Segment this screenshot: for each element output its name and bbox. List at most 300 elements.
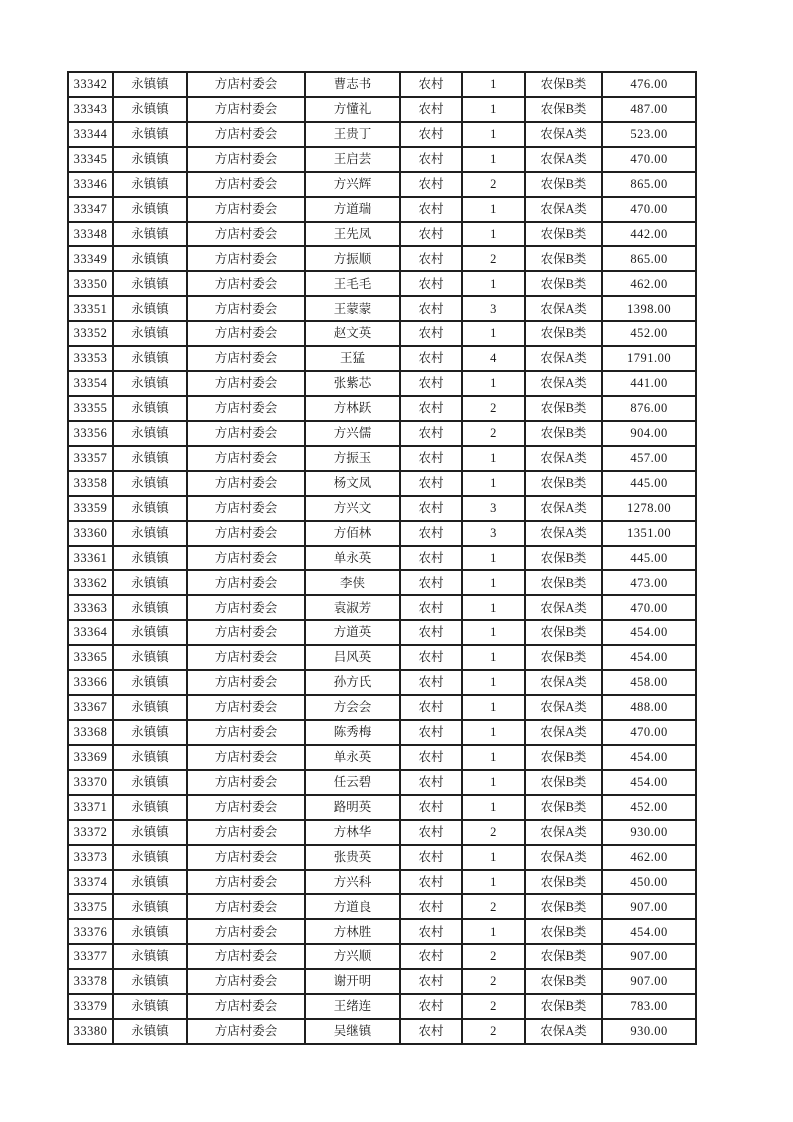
table-row — [68, 122, 696, 147]
cell-amount: 488.00 — [602, 695, 696, 720]
cell-serial: 33352 — [68, 321, 113, 346]
table-row — [68, 670, 696, 695]
cell-amount: 457.00 — [602, 446, 696, 471]
cell-serial: 33365 — [68, 645, 113, 670]
cell-village: 方店村委会 — [187, 271, 305, 296]
cell-town: 永镇镇 — [113, 870, 187, 895]
cell-serial: 33342 — [68, 72, 113, 97]
cell-amount: 523.00 — [602, 122, 696, 147]
cell-amount: 476.00 — [602, 72, 696, 97]
cell-household-type: 农村 — [400, 346, 462, 371]
cell-person-count: 2 — [462, 820, 525, 845]
table-row — [68, 820, 696, 845]
table-row — [68, 246, 696, 271]
cell-person-count: 1 — [462, 720, 525, 745]
cell-town: 永镇镇 — [113, 894, 187, 919]
cell-serial: 33354 — [68, 371, 113, 396]
cell-town: 永镇镇 — [113, 720, 187, 745]
cell-serial: 33343 — [68, 97, 113, 122]
cell-name: 方林华 — [305, 820, 400, 845]
cell-amount: 470.00 — [602, 147, 696, 172]
cell-name: 方林跃 — [305, 396, 400, 421]
cell-serial: 33362 — [68, 570, 113, 595]
cell-name: 王蒙蒙 — [305, 296, 400, 321]
cell-amount: 441.00 — [602, 371, 696, 396]
cell-serial: 33359 — [68, 496, 113, 521]
cell-insurance-type: 农保B类 — [525, 894, 602, 919]
cell-person-count: 1 — [462, 321, 525, 346]
cell-amount: 450.00 — [602, 870, 696, 895]
cell-name: 路明英 — [305, 795, 400, 820]
cell-amount: 454.00 — [602, 919, 696, 944]
cell-household-type: 农村 — [400, 296, 462, 321]
pension-roster-table — [67, 71, 697, 1045]
cell-name: 王贵丁 — [305, 122, 400, 147]
cell-name: 方道瑞 — [305, 197, 400, 222]
cell-household-type: 农村 — [400, 870, 462, 895]
cell-person-count: 2 — [462, 421, 525, 446]
cell-serial: 33361 — [68, 546, 113, 571]
cell-village: 方店村委会 — [187, 97, 305, 122]
cell-village: 方店村委会 — [187, 371, 305, 396]
cell-insurance-type: 农保B类 — [525, 795, 602, 820]
cell-amount: 1791.00 — [602, 346, 696, 371]
cell-person-count: 1 — [462, 147, 525, 172]
cell-amount: 454.00 — [602, 745, 696, 770]
cell-name: 方会会 — [305, 695, 400, 720]
cell-household-type: 农村 — [400, 919, 462, 944]
cell-insurance-type: 农保A类 — [525, 496, 602, 521]
cell-insurance-type: 农保A类 — [525, 446, 602, 471]
cell-insurance-type: 农保A类 — [525, 521, 602, 546]
cell-amount: 442.00 — [602, 222, 696, 247]
table-row — [68, 720, 696, 745]
cell-serial: 33346 — [68, 172, 113, 197]
cell-town: 永镇镇 — [113, 620, 187, 645]
table-row — [68, 770, 696, 795]
cell-amount: 876.00 — [602, 396, 696, 421]
cell-village: 方店村委会 — [187, 396, 305, 421]
table-row — [68, 695, 696, 720]
cell-serial: 33375 — [68, 894, 113, 919]
cell-serial: 33372 — [68, 820, 113, 845]
cell-person-count: 2 — [462, 894, 525, 919]
cell-name: 吕风英 — [305, 645, 400, 670]
cell-insurance-type: 农保A类 — [525, 695, 602, 720]
cell-person-count: 2 — [462, 246, 525, 271]
cell-serial: 33360 — [68, 521, 113, 546]
cell-amount: 462.00 — [602, 845, 696, 870]
cell-name: 李侠 — [305, 570, 400, 595]
cell-person-count: 1 — [462, 570, 525, 595]
cell-village: 方店村委会 — [187, 147, 305, 172]
cell-insurance-type: 农保A类 — [525, 371, 602, 396]
cell-person-count: 2 — [462, 172, 525, 197]
cell-insurance-type: 农保B类 — [525, 396, 602, 421]
cell-village: 方店村委会 — [187, 172, 305, 197]
cell-household-type: 农村 — [400, 496, 462, 521]
cell-serial: 33355 — [68, 396, 113, 421]
table-row — [68, 745, 696, 770]
cell-serial: 33374 — [68, 870, 113, 895]
cell-serial: 33350 — [68, 271, 113, 296]
cell-name: 方懂礼 — [305, 97, 400, 122]
cell-town: 永镇镇 — [113, 147, 187, 172]
table-row — [68, 396, 696, 421]
table-row — [68, 1019, 696, 1044]
cell-person-count: 1 — [462, 595, 525, 620]
cell-village: 方店村委会 — [187, 745, 305, 770]
cell-insurance-type: 农保B类 — [525, 944, 602, 969]
cell-town: 永镇镇 — [113, 919, 187, 944]
cell-name: 单永英 — [305, 745, 400, 770]
cell-household-type: 农村 — [400, 969, 462, 994]
cell-household-type: 农村 — [400, 147, 462, 172]
cell-insurance-type: 农保A类 — [525, 197, 602, 222]
cell-name: 袁淑芳 — [305, 595, 400, 620]
cell-household-type: 农村 — [400, 795, 462, 820]
cell-amount: 930.00 — [602, 820, 696, 845]
cell-name: 王毛毛 — [305, 271, 400, 296]
cell-serial: 33369 — [68, 745, 113, 770]
cell-serial: 33348 — [68, 222, 113, 247]
cell-village: 方店村委会 — [187, 994, 305, 1019]
cell-town: 永镇镇 — [113, 122, 187, 147]
cell-insurance-type: 农保A类 — [525, 595, 602, 620]
cell-name: 方道英 — [305, 620, 400, 645]
cell-insurance-type: 农保B类 — [525, 471, 602, 496]
cell-town: 永镇镇 — [113, 944, 187, 969]
cell-town: 永镇镇 — [113, 595, 187, 620]
cell-name: 方兴文 — [305, 496, 400, 521]
cell-person-count: 1 — [462, 72, 525, 97]
cell-insurance-type: 农保B类 — [525, 271, 602, 296]
cell-name: 方兴辉 — [305, 172, 400, 197]
cell-insurance-type: 农保B类 — [525, 570, 602, 595]
cell-serial: 33376 — [68, 919, 113, 944]
cell-person-count: 1 — [462, 122, 525, 147]
cell-village: 方店村委会 — [187, 894, 305, 919]
cell-amount: 1398.00 — [602, 296, 696, 321]
cell-village: 方店村委会 — [187, 870, 305, 895]
cell-household-type: 农村 — [400, 770, 462, 795]
cell-person-count: 1 — [462, 271, 525, 296]
cell-village: 方店村委会 — [187, 346, 305, 371]
cell-village: 方店村委会 — [187, 845, 305, 870]
cell-serial: 33367 — [68, 695, 113, 720]
cell-insurance-type: 农保B类 — [525, 222, 602, 247]
cell-town: 永镇镇 — [113, 795, 187, 820]
table-row — [68, 172, 696, 197]
cell-serial: 33380 — [68, 1019, 113, 1044]
cell-person-count: 2 — [462, 969, 525, 994]
cell-village: 方店村委会 — [187, 969, 305, 994]
cell-amount: 473.00 — [602, 570, 696, 595]
cell-serial: 33371 — [68, 795, 113, 820]
cell-household-type: 农村 — [400, 1019, 462, 1044]
cell-household-type: 农村 — [400, 271, 462, 296]
table-row — [68, 371, 696, 396]
cell-serial: 33368 — [68, 720, 113, 745]
table-row — [68, 795, 696, 820]
cell-insurance-type: 农保A类 — [525, 296, 602, 321]
cell-person-count: 1 — [462, 919, 525, 944]
table-row — [68, 97, 696, 122]
cell-household-type: 农村 — [400, 720, 462, 745]
cell-person-count: 2 — [462, 1019, 525, 1044]
cell-village: 方店村委会 — [187, 197, 305, 222]
cell-insurance-type: 农保B类 — [525, 421, 602, 446]
cell-insurance-type: 农保A类 — [525, 720, 602, 745]
cell-village: 方店村委会 — [187, 645, 305, 670]
cell-name: 方振玉 — [305, 446, 400, 471]
cell-town: 永镇镇 — [113, 496, 187, 521]
cell-household-type: 农村 — [400, 72, 462, 97]
cell-serial: 33378 — [68, 969, 113, 994]
table-row — [68, 346, 696, 371]
cell-amount: 865.00 — [602, 246, 696, 271]
cell-village: 方店村委会 — [187, 222, 305, 247]
cell-insurance-type: 农保B类 — [525, 994, 602, 1019]
cell-amount: 904.00 — [602, 421, 696, 446]
cell-name: 王绪连 — [305, 994, 400, 1019]
cell-household-type: 农村 — [400, 122, 462, 147]
cell-insurance-type: 农保B类 — [525, 72, 602, 97]
cell-town: 永镇镇 — [113, 222, 187, 247]
cell-name: 杨文凤 — [305, 471, 400, 496]
cell-person-count: 2 — [462, 944, 525, 969]
cell-village: 方店村委会 — [187, 496, 305, 521]
cell-name: 曹志书 — [305, 72, 400, 97]
cell-household-type: 农村 — [400, 994, 462, 1019]
cell-amount: 487.00 — [602, 97, 696, 122]
table-row — [68, 271, 696, 296]
cell-person-count: 2 — [462, 396, 525, 421]
cell-town: 永镇镇 — [113, 570, 187, 595]
cell-town: 永镇镇 — [113, 172, 187, 197]
cell-amount: 470.00 — [602, 197, 696, 222]
cell-insurance-type: 农保B类 — [525, 770, 602, 795]
cell-village: 方店村委会 — [187, 122, 305, 147]
cell-town: 永镇镇 — [113, 745, 187, 770]
cell-person-count: 4 — [462, 346, 525, 371]
cell-household-type: 农村 — [400, 521, 462, 546]
cell-village: 方店村委会 — [187, 944, 305, 969]
cell-village: 方店村委会 — [187, 570, 305, 595]
cell-name: 任云碧 — [305, 770, 400, 795]
cell-town: 永镇镇 — [113, 670, 187, 695]
table-row — [68, 197, 696, 222]
cell-village: 方店村委会 — [187, 296, 305, 321]
cell-amount: 907.00 — [602, 894, 696, 919]
cell-village: 方店村委会 — [187, 421, 305, 446]
cell-person-count: 1 — [462, 446, 525, 471]
table-row — [68, 645, 696, 670]
cell-household-type: 农村 — [400, 246, 462, 271]
cell-household-type: 农村 — [400, 222, 462, 247]
cell-household-type: 农村 — [400, 745, 462, 770]
table-row — [68, 296, 696, 321]
cell-person-count: 3 — [462, 496, 525, 521]
cell-serial: 33347 — [68, 197, 113, 222]
cell-village: 方店村委会 — [187, 72, 305, 97]
cell-insurance-type: 农保A类 — [525, 820, 602, 845]
cell-insurance-type: 农保A类 — [525, 845, 602, 870]
cell-household-type: 农村 — [400, 172, 462, 197]
table-row — [68, 570, 696, 595]
cell-household-type: 农村 — [400, 620, 462, 645]
cell-town: 永镇镇 — [113, 346, 187, 371]
cell-name: 张紫芯 — [305, 371, 400, 396]
table-row — [68, 147, 696, 172]
cell-name: 张贵英 — [305, 845, 400, 870]
cell-household-type: 农村 — [400, 197, 462, 222]
cell-village: 方店村委会 — [187, 246, 305, 271]
cell-person-count: 3 — [462, 521, 525, 546]
cell-name: 谢开明 — [305, 969, 400, 994]
table-row — [68, 870, 696, 895]
cell-village: 方店村委会 — [187, 919, 305, 944]
cell-town: 永镇镇 — [113, 421, 187, 446]
cell-town: 永镇镇 — [113, 396, 187, 421]
cell-serial: 33366 — [68, 670, 113, 695]
cell-amount: 445.00 — [602, 546, 696, 571]
cell-serial: 33358 — [68, 471, 113, 496]
cell-name: 方兴儒 — [305, 421, 400, 446]
cell-insurance-type: 农保A类 — [525, 670, 602, 695]
cell-insurance-type: 农保B类 — [525, 620, 602, 645]
cell-household-type: 农村 — [400, 894, 462, 919]
cell-name: 王启芸 — [305, 147, 400, 172]
table-row — [68, 72, 696, 97]
cell-household-type: 农村 — [400, 645, 462, 670]
cell-name: 单永英 — [305, 546, 400, 571]
cell-amount: 470.00 — [602, 720, 696, 745]
cell-village: 方店村委会 — [187, 1019, 305, 1044]
cell-name: 方佰林 — [305, 521, 400, 546]
cell-village: 方店村委会 — [187, 471, 305, 496]
table-row — [68, 969, 696, 994]
cell-village: 方店村委会 — [187, 546, 305, 571]
cell-insurance-type: 农保A类 — [525, 1019, 602, 1044]
cell-amount: 454.00 — [602, 645, 696, 670]
cell-name: 方道良 — [305, 894, 400, 919]
cell-amount: 454.00 — [602, 620, 696, 645]
cell-serial: 33363 — [68, 595, 113, 620]
cell-village: 方店村委会 — [187, 446, 305, 471]
cell-serial: 33353 — [68, 346, 113, 371]
table-row — [68, 894, 696, 919]
cell-household-type: 农村 — [400, 944, 462, 969]
cell-amount: 907.00 — [602, 944, 696, 969]
cell-insurance-type: 农保B类 — [525, 546, 602, 571]
cell-insurance-type: 农保B类 — [525, 97, 602, 122]
cell-household-type: 农村 — [400, 695, 462, 720]
table-row — [68, 421, 696, 446]
cell-village: 方店村委会 — [187, 720, 305, 745]
cell-name: 方兴科 — [305, 870, 400, 895]
cell-person-count: 1 — [462, 645, 525, 670]
cell-insurance-type: 农保B类 — [525, 919, 602, 944]
table-row — [68, 944, 696, 969]
cell-amount: 1278.00 — [602, 496, 696, 521]
cell-household-type: 农村 — [400, 471, 462, 496]
table-row — [68, 321, 696, 346]
cell-person-count: 1 — [462, 471, 525, 496]
cell-amount: 865.00 — [602, 172, 696, 197]
table-row — [68, 446, 696, 471]
cell-amount: 452.00 — [602, 321, 696, 346]
cell-person-count: 1 — [462, 546, 525, 571]
table-row — [68, 595, 696, 620]
cell-insurance-type: 农保B类 — [525, 321, 602, 346]
cell-amount: 462.00 — [602, 271, 696, 296]
table-row — [68, 471, 696, 496]
cell-name: 方振顺 — [305, 246, 400, 271]
cell-person-count: 1 — [462, 620, 525, 645]
cell-village: 方店村委会 — [187, 770, 305, 795]
cell-amount: 783.00 — [602, 994, 696, 1019]
cell-serial: 33364 — [68, 620, 113, 645]
cell-household-type: 农村 — [400, 670, 462, 695]
table-row — [68, 620, 696, 645]
cell-person-count: 1 — [462, 845, 525, 870]
cell-household-type: 农村 — [400, 820, 462, 845]
cell-village: 方店村委会 — [187, 695, 305, 720]
cell-name: 王先凤 — [305, 222, 400, 247]
cell-amount: 1351.00 — [602, 521, 696, 546]
cell-village: 方店村委会 — [187, 620, 305, 645]
cell-name: 吴继镇 — [305, 1019, 400, 1044]
cell-insurance-type: 农保B类 — [525, 172, 602, 197]
cell-person-count: 2 — [462, 994, 525, 1019]
cell-person-count: 3 — [462, 296, 525, 321]
cell-town: 永镇镇 — [113, 695, 187, 720]
table-row — [68, 546, 696, 571]
cell-person-count: 1 — [462, 695, 525, 720]
cell-person-count: 1 — [462, 371, 525, 396]
cell-person-count: 1 — [462, 745, 525, 770]
cell-household-type: 农村 — [400, 546, 462, 571]
cell-town: 永镇镇 — [113, 72, 187, 97]
cell-household-type: 农村 — [400, 446, 462, 471]
cell-insurance-type: 农保B类 — [525, 246, 602, 271]
cell-household-type: 农村 — [400, 570, 462, 595]
cell-insurance-type: 农保A类 — [525, 346, 602, 371]
cell-serial: 33370 — [68, 770, 113, 795]
cell-person-count: 1 — [462, 670, 525, 695]
cell-town: 永镇镇 — [113, 994, 187, 1019]
table-body — [68, 72, 696, 1044]
cell-town: 永镇镇 — [113, 521, 187, 546]
cell-village: 方店村委会 — [187, 321, 305, 346]
table-row — [68, 845, 696, 870]
cell-person-count: 1 — [462, 795, 525, 820]
cell-town: 永镇镇 — [113, 97, 187, 122]
cell-town: 永镇镇 — [113, 845, 187, 870]
cell-amount: 458.00 — [602, 670, 696, 695]
cell-town: 永镇镇 — [113, 820, 187, 845]
cell-name: 赵文英 — [305, 321, 400, 346]
cell-serial: 33377 — [68, 944, 113, 969]
cell-village: 方店村委会 — [187, 795, 305, 820]
table-row — [68, 919, 696, 944]
cell-insurance-type: 农保A类 — [525, 147, 602, 172]
cell-town: 永镇镇 — [113, 197, 187, 222]
cell-household-type: 农村 — [400, 595, 462, 620]
cell-amount: 930.00 — [602, 1019, 696, 1044]
cell-serial: 33356 — [68, 421, 113, 446]
